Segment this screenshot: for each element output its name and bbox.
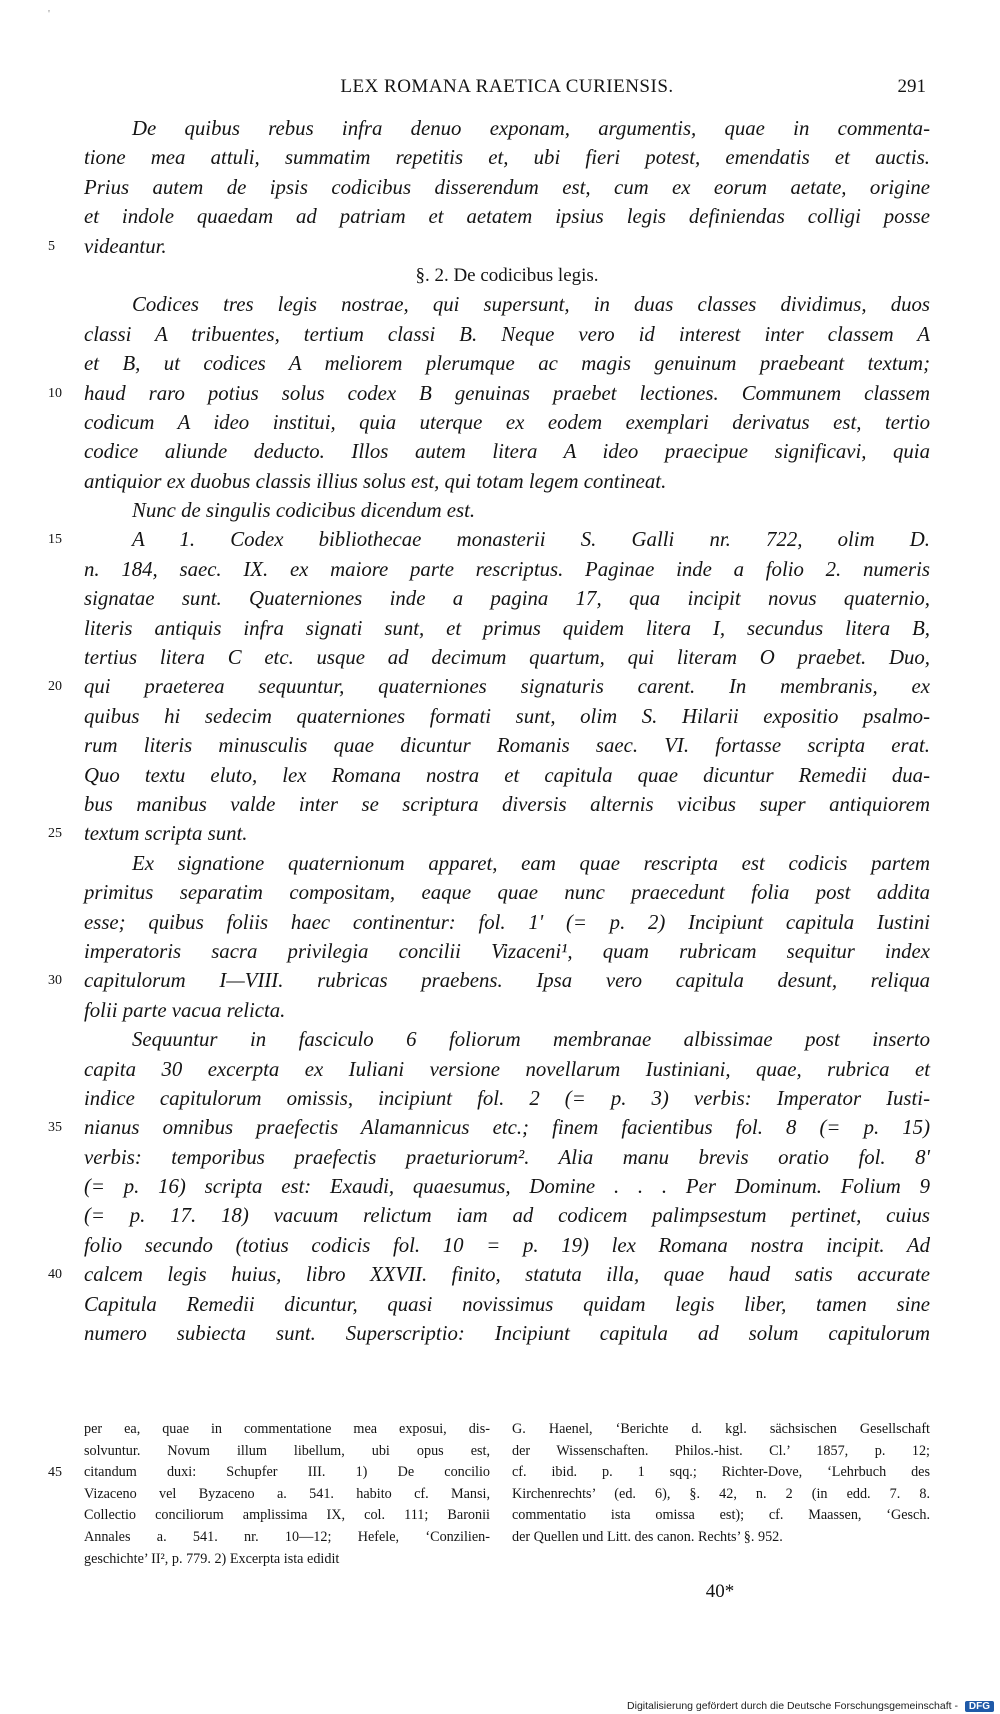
line-text: et indole quaedam ad patriam et aetatem ipsius legis definiendas colligi posse [84, 205, 930, 229]
text-line [48, 819, 930, 848]
text-line [48, 1113, 930, 1142]
text-line [84, 349, 930, 378]
line-text: commentatio ista omissa est); cf. Maassen, ‘Gesch. [512, 1507, 930, 1524]
text-line [84, 555, 930, 584]
line-text: (= p. 17. 18) vacuum relictum iam ad codicem palimpsestum pertinet, cuius [84, 1204, 930, 1228]
line-text: qui praeterea sequuntur, quaterniones signaturis carent. In membranis, ex [84, 675, 930, 699]
text-line [84, 1025, 930, 1054]
line-text: Capitula Remedii dicuntur, quasi novissimus quidam legis liber, tamen sine [84, 1292, 930, 1316]
section-heading [84, 261, 930, 290]
line-text: Annales a. 541. nr. 10—12; Hefele, ‘Conzilien- [84, 1528, 490, 1545]
footnote-line [512, 1484, 930, 1506]
line-number: 10 [48, 385, 62, 401]
text-line [84, 467, 930, 496]
line-text: codice aliunde deducto. Illos autem litera A ideo praecipue significavi, quia [84, 440, 930, 464]
text-line [84, 702, 930, 731]
text-line [84, 1290, 930, 1319]
text-line [84, 143, 930, 172]
text-line [84, 584, 930, 613]
footnote-line [84, 1441, 490, 1463]
line-text: Prius autem de ipsis codicibus disserendum est, cum ex eorum aetate, origine [84, 175, 930, 199]
line-text: Sequuntur in fasciculo 6 foliorum membranae albissimae post inserto [132, 1028, 930, 1052]
line-text: folio secundo (totius codicis fol. 10 = p. 19) lex Romana nostra incipit. Ad [84, 1233, 930, 1257]
text-line [84, 320, 930, 349]
footnote-line [84, 1505, 490, 1527]
footnote-line [84, 1549, 490, 1571]
footnote-line [48, 1462, 490, 1484]
text-line [84, 643, 930, 672]
line-text: calcem legis huius, libro XXVII. finito, statuta illa, quae haud satis accurate [84, 1263, 930, 1287]
line-text: nianus omnibus praefectis Alamannicus etc.; finem facientibus fol. 8 (= p. 15) [84, 1116, 930, 1140]
text-line [84, 437, 930, 466]
footnote-line [84, 1527, 490, 1549]
line-text: Collectio conciliorum amplissima IX, col. 111; Baronii [84, 1507, 490, 1524]
text-line [48, 1260, 930, 1289]
line-text: indice capitulorum omissis, incipiunt fol. 2 (= p. 3) verbis: Imperator Iusti- [84, 1086, 930, 1110]
footnote-line [84, 1419, 490, 1441]
text-line [48, 672, 930, 701]
line-text: citandum duxi: Schupfer III. 1) De concilio [84, 1464, 490, 1481]
text-line [84, 790, 930, 819]
line-text: per ea, quae in commentatione mea exposui, dis- [84, 1421, 490, 1437]
text-line [84, 937, 930, 966]
line-number: 30 [48, 973, 62, 989]
line-text: cf. ibid. p. 1 sqq.; Richter-Dove, ‘Lehrbuch des [512, 1464, 930, 1481]
line-text: quibus hi sedecim quaterniones formati sunt, olim S. Hilarii expositio psalmo- [84, 704, 930, 728]
line-number: 5 [48, 238, 55, 254]
footnotes-right-column [512, 1419, 930, 1549]
line-text: capita 30 excerpta ex Iuliani versione novellarum Iustiniani, quae, rubrica et [84, 1057, 930, 1081]
line-text: haud raro potius solus codex B genuinas praebet lectiones. Communem classem [84, 381, 930, 405]
line-number: 45 [48, 1465, 62, 1481]
text-line [84, 1143, 930, 1172]
line-text: textum scripta sunt. [84, 822, 248, 846]
line-text: esse; quibus foliis haec continentur: fol. 1' (= p. 2) Incipiunt capitula Iustini [84, 910, 930, 934]
line-text: der Wissenschaften. Philos.-hist. Cl.’ 1857, p. 12; [512, 1442, 930, 1459]
line-text: Ex signatione quaternionum apparet, eam quae rescripta est codicis partem [132, 851, 930, 875]
text-line [84, 908, 930, 937]
line-text: antiquior ex duobus classis illius solus est, qui totam legem contineat. [84, 469, 667, 493]
text-line [84, 290, 930, 319]
line-text: numero subiecta sunt. Superscriptio: Incipiunt capitula ad solum capitulorum [84, 1322, 930, 1346]
line-text: Codices tres legis nostrae, qui supersunt, in duas classes dividimus, duos [132, 293, 930, 317]
line-text: literis antiquis infra signati sunt, et primus quidem litera I, secundus litera B, [84, 616, 930, 640]
text-line [84, 496, 930, 525]
line-text: tione mea attuli, summatim repetitis et, ubi fieri potest, emendatis et auctis. [84, 146, 930, 170]
line-text: §. 2. De codicibus legis. [415, 264, 599, 286]
text-line [84, 1055, 930, 1084]
footnote-line [84, 1484, 490, 1506]
text-line [84, 1172, 930, 1201]
line-text: imperatoris sacra privilegia concilii Vizaceni¹, quam rubricam sequitur index [84, 939, 930, 963]
line-text: tertius litera C etc. usque ad decimum quartum, qui literam O praebet. Duo, [84, 646, 930, 670]
dfg-logo: DFG [965, 1701, 994, 1712]
line-text: solvuntur. Novum illum libellum, ubi opus est, [84, 1442, 490, 1459]
text-line [84, 1231, 930, 1260]
text-line [84, 731, 930, 760]
line-text: folii parte vacua relicta. [84, 998, 286, 1022]
line-text: rum literis minusculis quae dicuntur Romanis saec. VI. fortasse scripta erat. [84, 734, 930, 758]
footnote-line [512, 1527, 930, 1549]
text-line [84, 1201, 930, 1230]
line-text: signatae sunt. Quaterniones inde a pagina 17, qua incipit novus quaternio, [84, 587, 930, 611]
text-line [84, 173, 930, 202]
footnotes-left-column [48, 1419, 490, 1570]
line-text: videantur. [84, 234, 167, 258]
line-text: classi A tribuentes, tertium classi B. Neque vero id interest inter classem A [84, 322, 930, 346]
text-line [48, 966, 930, 995]
line-text: et B, ut codices A meliorem plerumque ac magis genuinum praebeant textum; [84, 352, 930, 376]
signature-mark: 40* [705, 1581, 735, 1602]
text-line [48, 232, 930, 261]
text-line [84, 202, 930, 231]
line-number: 15 [48, 532, 62, 548]
line-number: 40 [48, 1267, 62, 1283]
line-text: capitulorum I—VIII. rubricas praebens. Ipsa vero capitula desunt, reliqua [84, 969, 930, 993]
main-text [48, 114, 930, 1348]
text-line [48, 379, 930, 408]
footnote-line [512, 1441, 930, 1463]
credit-text: Digitalisierung gefördert durch die Deutsche Forschungsgemeinschaft - [627, 1700, 958, 1712]
line-text: Vizaceno vel Byzaceno a. 541. habito cf. Mansi, [84, 1485, 490, 1502]
text-line [84, 1319, 930, 1348]
line-text: verbis: temporibus praefectis praeturiorum². Alia manu brevis oratio fol. 8' [84, 1145, 930, 1169]
text-line [84, 408, 930, 437]
line-number: 35 [48, 1120, 62, 1136]
line-text: geschichte’ II², p. 779. 2) Excerpta ista edidit [84, 1550, 340, 1567]
footnote-line [512, 1462, 930, 1484]
line-text: G. Haenel, ‘Berichte d. kgl. sächsischen Gesellschaft [512, 1421, 930, 1437]
line-text: Kirchenrechts’ (ed. 6), §. 42, n. 2 (in edd. 7. 8. [512, 1485, 930, 1502]
line-text: Quo textu eluto, lex Romana nostra et capitula quae dicuntur Remedii dua- [84, 763, 930, 787]
running-title: LEX ROMANA RAETICA CURIENSIS. [340, 76, 674, 97]
text-line [84, 996, 930, 1025]
line-text: Nunc de singulis codicibus dicendum est. [132, 499, 476, 523]
line-text: A 1. Codex bibliothecae monasterii S. Galli nr. 722, olim D. [132, 528, 930, 552]
text-line [84, 878, 930, 907]
page-number: 291 [897, 76, 926, 97]
line-text: primitus separatim compositam, eaque quae nunc praecedunt folia post addita [84, 881, 930, 905]
scan-mark: ' [48, 8, 50, 20]
line-number: 25 [48, 826, 62, 842]
footnote-line [512, 1419, 930, 1441]
text-line [84, 614, 930, 643]
line-text: der Quellen und Litt. des canon. Rechts’ §. 952. [512, 1528, 783, 1545]
text-line [84, 761, 930, 790]
footnote-line [512, 1505, 930, 1527]
line-text: De quibus rebus infra denuo exponam, argumentis, quae in commenta- [132, 117, 930, 140]
text-line [84, 1084, 930, 1113]
line-number: 20 [48, 679, 62, 695]
digitization-credit [627, 1700, 994, 1712]
line-text: n. 184, saec. IX. ex maiore parte rescriptus. Paginae inde a folio 2. numeris [84, 557, 930, 581]
text-line [48, 525, 930, 554]
text-line [84, 849, 930, 878]
line-text: codicum A ideo institui, quia uterque ex eodem exemplari derivatus est, tertio [84, 410, 930, 434]
running-header [84, 76, 930, 106]
text-line [84, 114, 930, 143]
line-text: (= p. 16) scripta est: Exaudi, quaesumus, Domine . . . Per Dominum. Folium 9 [84, 1175, 930, 1199]
line-text: bus manibus valde inter se scriptura diversis alternis vicibus super antiquiorem [84, 792, 930, 816]
